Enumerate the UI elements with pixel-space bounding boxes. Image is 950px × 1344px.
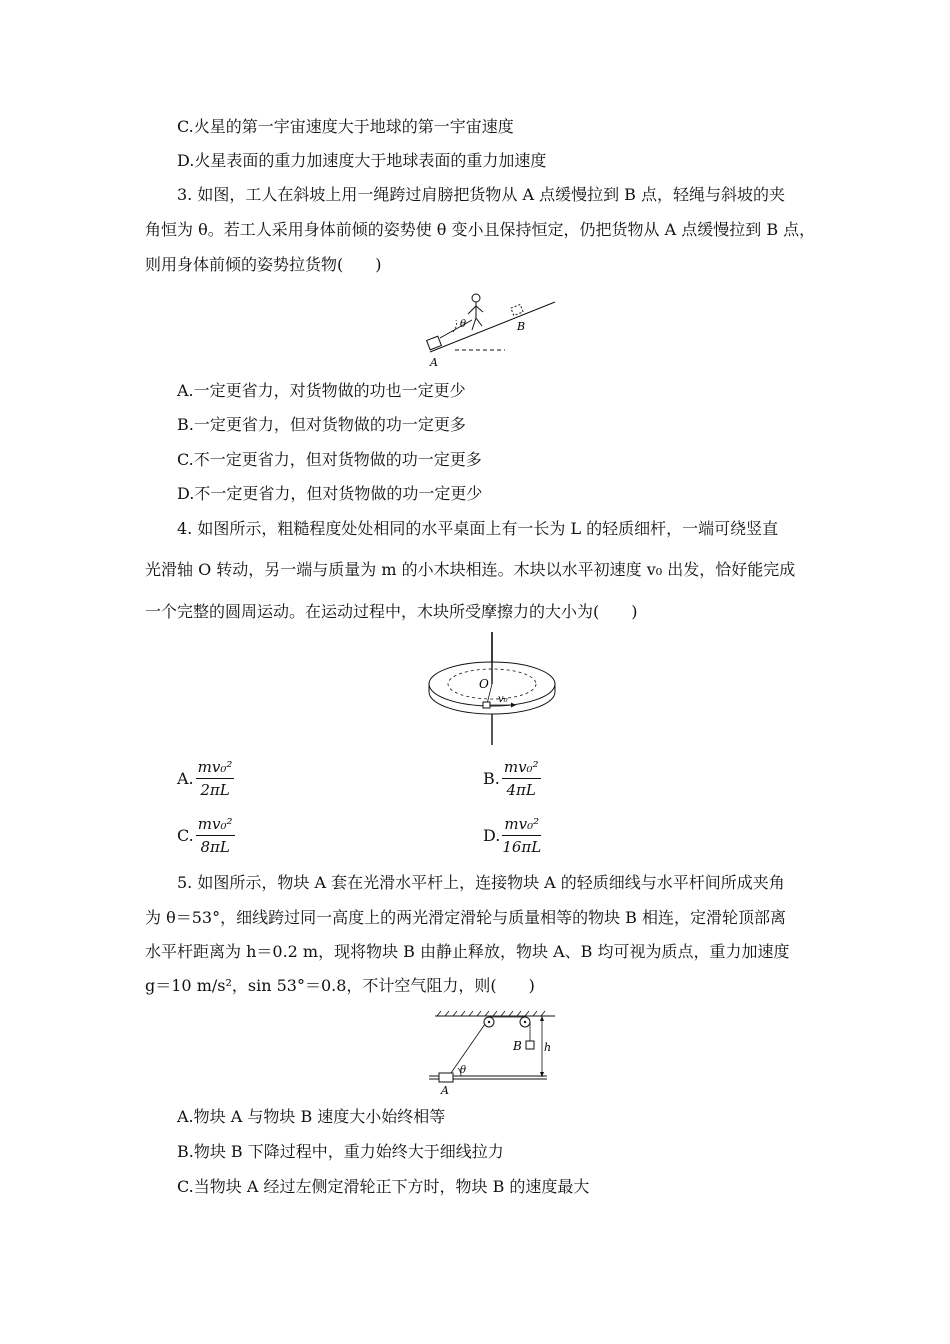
- q5-stem-line3: 水平杆距离为 h＝0.2 m，现将物块 B 由静止释放，物块 A、B 均可视为质点，重力加速度: [145, 942, 790, 961]
- q5-label-a: A: [441, 1084, 449, 1096]
- q5-label-theta: θ: [460, 1065, 467, 1076]
- q5-stem-line4: g＝10 m/s²，sin 53°＝0.8，不计空气阻力，则( ): [145, 976, 535, 995]
- q4-option-b-fraction: [502, 758, 541, 799]
- q2-option-d: D.火星表面的重力加速度大于地球表面的重力加速度: [177, 151, 547, 170]
- q4-option-b-denominator: 4πL: [506, 781, 536, 799]
- q3-option-d: D.不一定更省力，但对货物做的功一定更少: [177, 484, 483, 503]
- q4-option-b-numerator: mv₀²: [502, 758, 541, 779]
- q4-option-b: [483, 758, 541, 799]
- q5-option-c: C.当物块 A 经过左侧定滑轮正下方时，物块 B 的速度最大: [177, 1177, 590, 1196]
- q4-stem-line3: 一个完整的圆周运动。在运动过程中，木块所受摩擦力的大小为( ): [145, 602, 638, 621]
- q3-stem-line3: 则用身体前倾的姿势拉货物( ): [145, 255, 382, 274]
- q4-stem-line2: 光滑轴 O 转动，另一端与质量为 m 的小木块相连。木块以水平初速度 v₀ 出发，恰好能完成: [145, 560, 796, 579]
- q4-option-a-label: A.: [177, 769, 194, 788]
- q4-option-d-numerator: mv₀²: [502, 815, 541, 836]
- q3-option-c: C.不一定更省力，但对货物做的功一定更多: [177, 450, 482, 469]
- q3-slope-figure: [420, 290, 565, 370]
- q5-option-b: B.物块 B 下降过程中，重力始终大于细线拉力: [177, 1142, 504, 1161]
- q3-label-theta: θ: [460, 319, 467, 330]
- q3-stem-line1: 3. 如图，工人在斜坡上用一绳跨过肩膀把货物从 A 点缓慢拉到 B 点，轻绳与斜坡的夹: [177, 185, 786, 204]
- q3-label-a: A: [430, 356, 438, 369]
- q4-label-v0: v₀: [498, 694, 508, 705]
- q5-label-h: h: [544, 1041, 552, 1054]
- q4-option-d-denominator: 16πL: [502, 838, 542, 856]
- q4-option-c: [177, 815, 235, 856]
- q3-option-b: B.一定更省力，但对货物做的功一定更多: [177, 415, 466, 434]
- q2-option-c: C.火星的第一宇宙速度大于地球的第一宇宙速度: [177, 117, 514, 136]
- q4-option-c-numerator: mv₀²: [196, 815, 235, 836]
- q4-option-d-label: D.: [483, 826, 501, 845]
- q4-option-a-denominator: 2πL: [200, 781, 230, 799]
- q4-option-b-label: B.: [483, 769, 500, 788]
- q5-option-a: A.物块 A 与物块 B 速度大小始终相等: [177, 1107, 446, 1126]
- q3-option-a: A.一定更省力，对货物做的功也一定更少: [177, 381, 466, 400]
- q4-option-c-denominator: 8πL: [200, 838, 230, 856]
- q5-stem-line1: 5. 如图所示，物块 A 套在光滑水平杆上，连接物块 A 的轻质细线与水平杆间所成夹角: [177, 873, 785, 892]
- q4-option-a-numerator: mv₀²: [196, 758, 235, 779]
- q4-label-o: O: [479, 677, 489, 691]
- q4-option-d: [483, 815, 541, 856]
- q4-stem-line1: 4. 如图所示，粗糙程度处处相同的水平桌面上有一长为 L 的轻质细杆，一端可绕竖直: [177, 519, 779, 538]
- q5-label-b: B: [513, 1039, 522, 1053]
- q3-stem-line2: 角恒为 θ。若工人采用身体前倾的姿势使 θ 变小且保持恒定，仍把货物从 A 点缓慢拉到 B 点，: [145, 220, 816, 239]
- q5-pulley-figure: [425, 1010, 560, 1096]
- q5-stem-line2: 为 θ＝53°，细线跨过同一高度上的两光滑定滑轮与质量相等的物块 B 相连，定滑轮顶部离: [145, 908, 787, 927]
- q4-option-c-label: C.: [177, 826, 194, 845]
- q3-label-b: B: [517, 320, 526, 333]
- q4-option-d-fraction: [502, 815, 541, 856]
- q4-disk-figure: [425, 632, 560, 747]
- q4-option-a-fraction: [196, 758, 235, 799]
- q4-option-c-fraction: [196, 815, 235, 856]
- q4-option-a: [177, 758, 234, 799]
